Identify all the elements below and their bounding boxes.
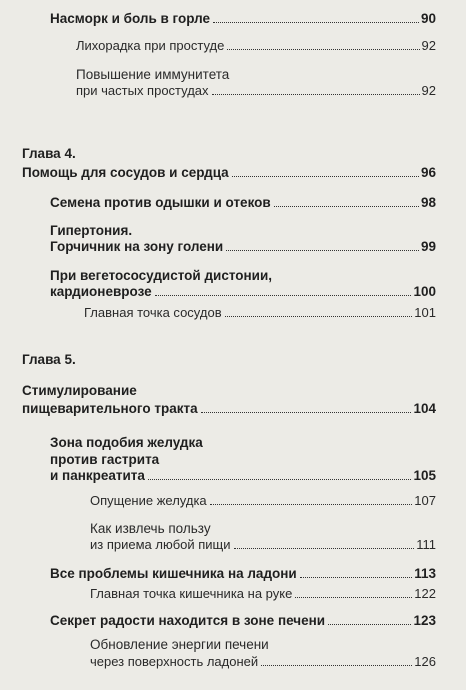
toc-entry[interactable] [22,400,436,417]
toc-entry-title: Помощь для сосудов и сердца [22,165,229,180]
leader-dots [213,22,419,23]
toc-entry-line: Как извлечь пользу [90,521,211,536]
toc-page-number: 113 [414,566,436,581]
leader-dots [328,624,411,625]
toc-entry[interactable] [22,164,436,181]
toc-entry[interactable] [90,585,436,602]
toc-entry[interactable] [50,565,436,582]
leader-dots [210,504,413,505]
toc-entry-title: Главная точка кишечника на руке [90,586,293,601]
toc-page-number: 96 [420,165,436,180]
leader-dots [201,412,412,413]
toc-entry-line: Гипертония. [50,223,133,238]
leader-dots [226,250,419,251]
toc-page-number: 90 [420,11,436,26]
toc-entry-title: Секрет радости находится в зоне печени [50,613,326,628]
leader-dots [155,295,412,296]
toc-entry-title: кардионеврозе [50,284,152,299]
leader-dots [274,206,419,207]
leader-dots [261,665,412,666]
toc-entry-title: Главная точка сосудов [84,305,222,320]
leader-dots [212,94,420,95]
toc-entry[interactable] [90,536,436,553]
toc-entry-title: пищеварительного тракта [22,401,198,416]
toc-entry[interactable] [50,10,436,27]
leader-dots [227,49,419,50]
toc-page-number: 98 [420,195,436,210]
toc-entry-title: через поверхность ладоней [90,654,259,669]
toc-page-number: 104 [413,401,436,416]
toc-page-number: 101 [414,305,436,320]
leader-dots [295,597,412,598]
toc-entry-title: Лихорадка при простуде [76,38,225,53]
toc-entry-title: при частых простудах [76,83,209,98]
toc-page-number: 107 [414,493,436,508]
toc-entry[interactable] [90,653,436,670]
toc-entry[interactable] [50,612,436,629]
toc-entry-title: Опущение желудка [90,493,207,508]
toc-page-number: 92 [421,38,436,53]
toc-entry[interactable] [50,238,436,255]
toc-page-number: 99 [420,239,436,254]
toc-page-number: 123 [413,613,436,628]
toc-entry-title: Насморк и боль в горле [50,11,211,26]
leader-dots [300,577,413,578]
toc-page-number: 122 [414,586,436,601]
toc-entry[interactable] [76,82,436,99]
leader-dots [234,548,415,549]
toc-entry[interactable] [90,492,436,509]
chapter-label: Глава 4. [22,146,76,161]
toc-entry-line: Зона подобия желудка [50,435,203,450]
toc-page-number: 105 [413,468,436,483]
chapter-label: Глава 5. [22,352,76,367]
toc-entry-line: При вегетососудистой дистонии, [50,268,273,283]
toc-entry-line: против гастрита [50,452,160,467]
toc-entry-title: Семена против одышки и отеков [50,195,271,210]
toc-page-number: 126 [414,654,436,669]
toc-page-number: 92 [421,83,436,98]
toc-entry-title: Все проблемы кишечника на ладони [50,566,297,581]
leader-dots [225,316,413,317]
toc-page-number: 111 [416,537,436,552]
toc-entry-title: и панкреатита [50,468,145,483]
toc-entry[interactable] [50,467,436,484]
toc-entry[interactable] [50,194,436,211]
toc-page-number: 100 [413,284,436,299]
toc-entry-line: Обновление энергии печени [90,637,269,652]
toc-entry-title: из приема любой пищи [90,537,231,552]
toc-entry-title: Горчичник на зону голени [50,239,224,254]
toc-entry[interactable] [50,283,436,300]
leader-dots [148,479,412,480]
toc-entry-line: Повышение иммунитета [76,67,230,82]
toc-entry[interactable] [76,37,436,54]
leader-dots [232,176,419,177]
toc-entry-line: Стимулирование [22,383,137,398]
toc-entry[interactable] [84,304,436,321]
